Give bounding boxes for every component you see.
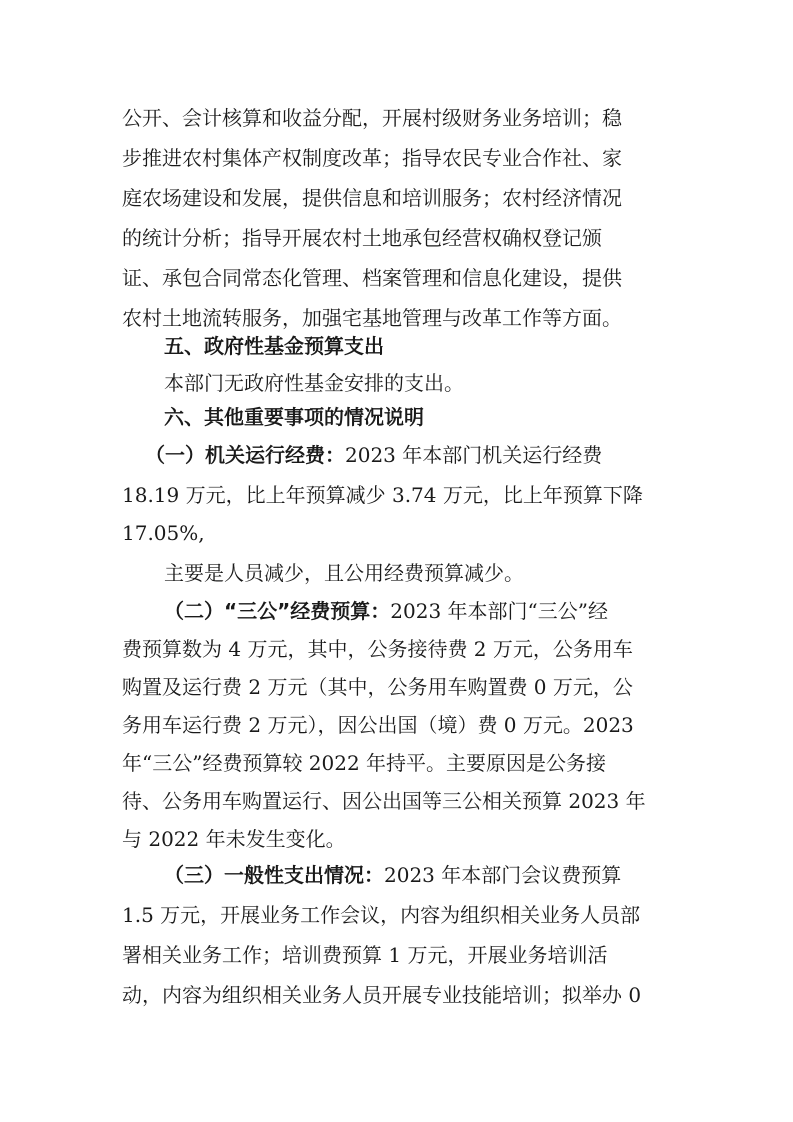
body-text-line: 18.19 万元，比上年预算减少 3.74 万元，比上年预算下降	[122, 483, 643, 507]
body-text-line: 农村土地流转服务，加强宅基地管理与改革工作等方面。	[122, 306, 622, 330]
body-text-line: 17.05%,	[122, 521, 205, 545]
item2-first-line	[164, 591, 674, 631]
item1-label: （一）机关运行经费：	[145, 443, 345, 467]
item1-text: 2023 年本部门机关运行经费	[345, 443, 603, 467]
section-heading-6: 六、其他重要事项的情况说明	[164, 405, 424, 429]
item3-label: （三）一般性支出情况：	[164, 863, 384, 887]
body-text-line: 费预算数为 4 万元，其中，公务接待费 2 万元，公务用车	[122, 637, 633, 661]
body-text-line: 的统计分析；指导开展农村土地承包经营权确权登记颁	[122, 226, 602, 250]
body-text-line: 年“三公”经费预算较 2022 年持平。主要原因是公务接	[122, 751, 607, 775]
body-text-line: 动，内容为组织相关业务人员开展专业技能培训；拟举办 0	[122, 983, 642, 1007]
body-text-line: 1.5 万元，开展业务工作会议，内容为组织相关业务人员部	[122, 903, 641, 927]
body-text-line: 购置及运行费 2 万元（其中，公务用车购置费 0 万元，公	[122, 675, 633, 699]
body-text-line: 步推进农村集体产权制度改革；指导农民专业合作社、家	[122, 146, 622, 170]
body-text-line: 公开、会计核算和收益分配，开展村级财务业务培训；稳	[122, 106, 622, 130]
body-text-line: 证、承包合同常态化管理、档案管理和信息化建设，提供	[122, 266, 622, 290]
body-text-line: 署相关业务工作；培训费预算 1 万元，开展业务培训活	[122, 943, 608, 967]
item2-text: 2023 年本部门“三公”经	[390, 599, 609, 623]
item3-text: 2023 年本部门会议费预算	[384, 863, 622, 887]
body-text-line: 务用车运行费 2 万元），因公出国（境）费 0 万元。2023	[122, 713, 634, 737]
body-text-line: 本部门无政府性基金安排的支出。	[164, 371, 464, 395]
section-heading-5: 五、政府性基金预算支出	[164, 334, 384, 358]
body-text-line: 与 2022 年未发生变化。	[122, 827, 346, 851]
body-text-line: 主要是人员减少，且公用经费预算减少。	[164, 561, 524, 585]
body-text-line: 待、公务用车购置运行、因公出国等三公相关预算 2023 年	[122, 789, 646, 813]
item1-first-line	[145, 435, 674, 475]
item2-label: （二）“三公”经费预算：	[164, 599, 391, 623]
body-text-line: 庭农场建设和发展，提供信息和培训服务；农村经济情况	[122, 186, 622, 210]
item3-first-line	[164, 855, 674, 895]
